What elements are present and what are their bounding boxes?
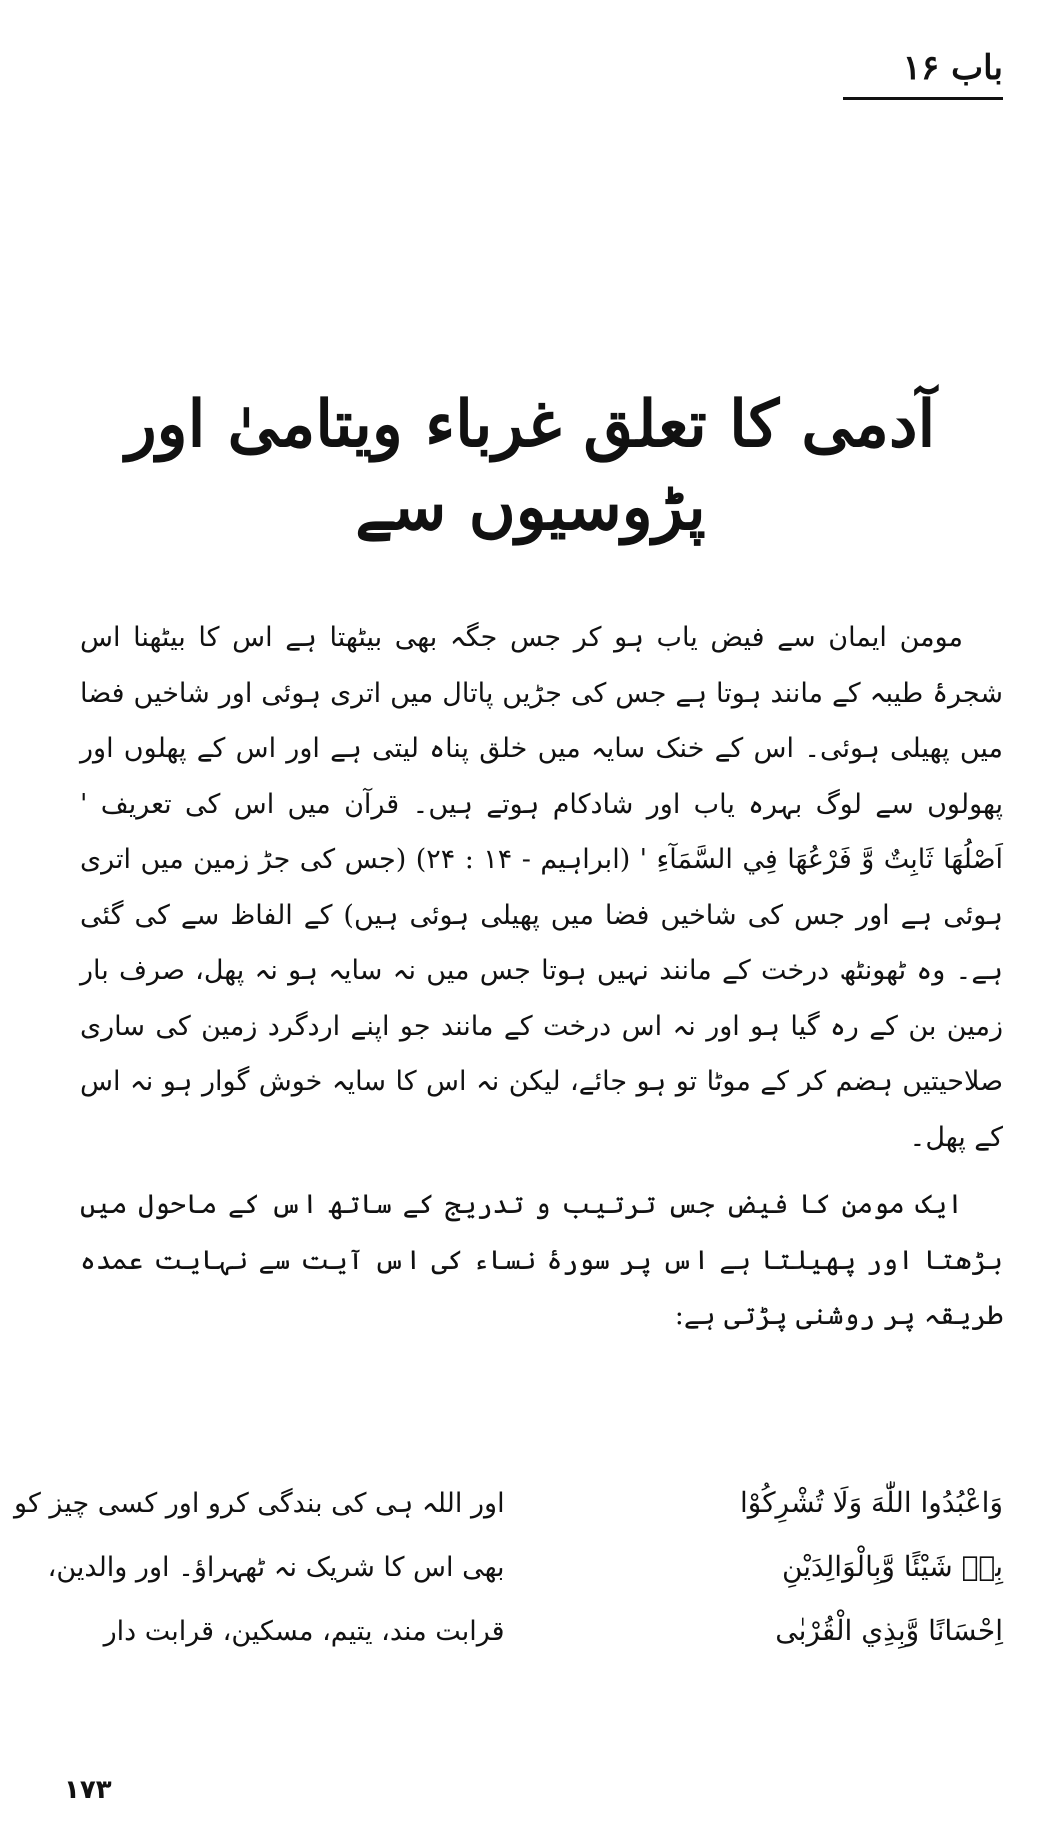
verse-row (80, 1614, 1003, 1678)
verse-row (47, 1550, 1003, 1614)
verse-arabic-text: اِحْسَانًا وَّبِذِي الْقُرْبٰى (775, 1614, 1003, 1647)
verse-table (14, 1486, 1003, 1678)
chapter-label: باب ۱۶ (843, 48, 1003, 100)
verse-row (14, 1486, 1003, 1550)
verse-translation: بھی اس کا شریک نہ ٹھہراؤ۔ اور والدین، (47, 1552, 505, 1583)
chapter-title: آدمی کا تعلق غرباء ویتامیٰ اور پڑوسیوں سے (125, 386, 936, 546)
page-number: ۱۷۳ (64, 1775, 112, 1805)
verse-arabic-text: وَاعْبُدُوا اللّٰهَ وَلَا تُشْرِكُوْا (739, 1486, 1003, 1519)
verse-translation: قرابت مند، یتیم، مسکین، قرابت دار (103, 1616, 505, 1647)
body-text (80, 610, 1003, 1344)
verse-translation: اور اللہ ہی کی بندگی کرو اور کسی چیز کو (14, 1488, 505, 1519)
verse-arabic-text: بِهٖ شَيْئًا وَّبِالْوَالِدَيْنِ (781, 1550, 1003, 1583)
paragraph: ایک مومن کا فیض جس ترتیب و تدریج کے ساتھ اس کے ماحول میں بڑھتا اور پھیلتا ہے اس پر سورۂ نساء کی اس آیت سے نہایت عمدہ طریقہ پر روشنی پڑتی ہے: (80, 1189, 1003, 1331)
paragraph: مومن ایمان سے فیض یاب ہو کر جس جگہ بھی بیٹھتا ہے اس کا بیٹھنا اس شجرۂ طیبہ کے مانند ہوتا ہے جس کی جڑیں پاتال میں اتری ہوئی اور شاخیں فضا میں پھیلی ہوئی۔ اس کے خنک سایہ میں خلق پناہ لیتی ہے اور اس کے پھلوں اور پھولوں سے لوگ بہرہ یاب اور شادکام ہوتے ہیں۔ قرآن میں اس کی تعریف ' اَصْلُهَا ثَابِتٌ وَّ فَرْعُهَا فِي السَّمَآءِ ' (ابراہیم - ۱۴ : ۲۴) (جس کی جڑ زمین میں اتری ہوئی ہے اور جس کی شاخیں فضا میں پھیلی ہوئی ہیں) کے الفاظ سے کی گئی ہے۔ وہ ٹھونٹھ درخت کے مانند نہیں ہوتا جس میں نہ سایہ ہو نہ پھل، صرف بار زمین بن کے رہ گیا ہو اور نہ اس درخت کے مانند جو اپنے اردگرد زمین کی ساری صلاحیتیں ہضم کر کے موٹا تو ہو جائے، لیکن نہ اس کا سایہ خوش گوار ہو نہ اس کے پھل۔ (80, 622, 1004, 1153)
